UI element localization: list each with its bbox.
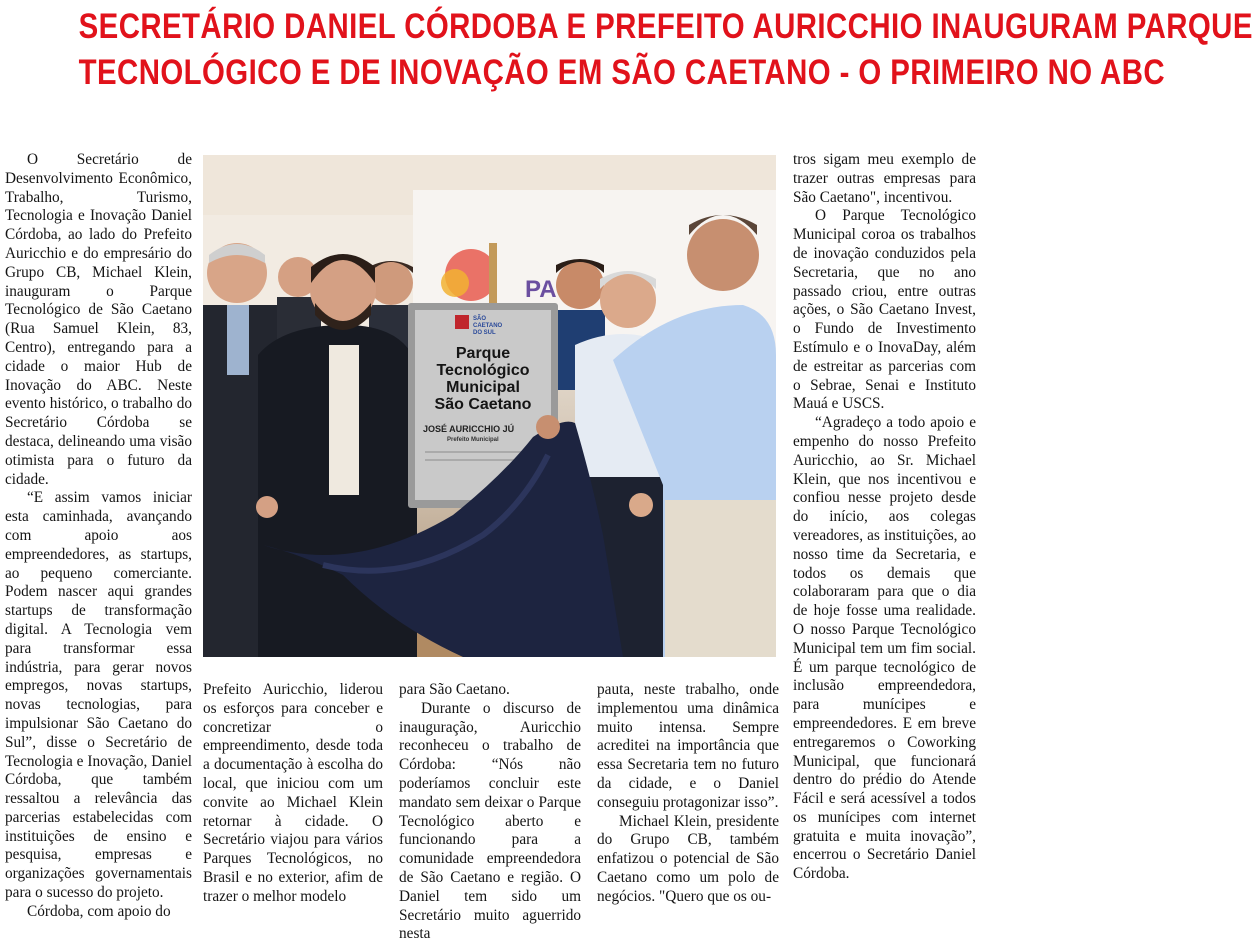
headline-line-2: TECNOLÓGICO E DE INOVAÇÃO EM SÃO CAETANO - O PRIMEIRO NO ABC [78, 53, 1165, 92]
plaque-title-line: Tecnológico [436, 362, 530, 379]
banner-logo-shape [441, 269, 469, 297]
hand [256, 496, 278, 518]
paragraph: para São Caetano. [399, 681, 510, 698]
paragraph: O Secretário de Desenvolvimento Econômico, Trabalho, Turismo, Tecnologia e Inovação Daniel Córdoba, ao lado do Prefeito Auricchio e do empresário do Grupo CB, Michael Klein, inauguram o Parque Tecnológico de São Caetano (Rua Samuel Klein, 83, Centro), entregando para a cidade o maior Hub de Inovação do ABC. Neste evento histórico, o trabalho do Secretário Córdoba se destaca, delineando uma visão otimista para o futuro da cidade. [5, 151, 192, 488]
city-crest-icon [455, 315, 469, 329]
hand [536, 415, 560, 439]
headline-line-1: SECRETÁRIO DANIEL CÓRDOBA E PREFEITO AURICCHIO INAUGURAM PARQUE [78, 7, 1253, 46]
paragraph: tros sigam meu exemplo de trazer outras empresas para São Caetano", incentivou. [793, 151, 976, 206]
banner-fragment: PA [525, 276, 557, 303]
paragraph: pauta, neste trabalho, onde implementou uma dinâmica muito intensa. Sempre acreditei na importância que essa Secretaria tem no futuro da cidade, e o Daniel conseguiu protagonizar isso”. [597, 681, 779, 811]
plaque-title-line: Municipal [446, 379, 520, 396]
plaque-title-line: São Caetano [434, 396, 532, 413]
article-column-5 [793, 151, 976, 919]
hand [629, 493, 653, 517]
plaque-logo-line: SÃO [473, 316, 487, 322]
plaque-name: JOSÉ AURICCHIO JÚ [423, 424, 515, 434]
paragraph: O Parque Tecnológico Municipal coroa os trabalhos de inovação conduzidos pela Secretaria, que no ano passado criou, entre outras ações, o São Caetano Invest, o Fundo de Investimento Estímulo e o InovaDay, além de estreitar as parcerias com o Sebrae, Senai e Instituto Mauá e USCS. [793, 207, 976, 413]
event-photo [203, 155, 776, 657]
plaque-role: Prefeito Municipal [447, 437, 499, 443]
paragraph: Michael Klein, presidente do Grupo CB, também enfatizou o potencial de São Caetano como um polo de negócios. "Quero que os ou- [597, 812, 779, 905]
paragraph: Prefeito Auricchio, liderou os esforços para conceber e concretizar o empreendimento, desde toda a documentação à escolha do local, que iniciou com um convite ao Michael Klein retornar à cidade. O Secretário viajou para vários Parques Tecnológicos, no Brasil e no exterior, afim de trazer o melhor modelo [203, 681, 383, 905]
plaque-title-line: Parque [455, 345, 511, 362]
paragraph: “Agradeço a todo apoio e empenho do nosso Prefeito Auricchio, ao Sr. Michael Klein, que nos incentivou e confiou nesse projeto desde do início, aos colegas vereadores, as instituições, ao nosso time da Secretaria, e todos os demais que colaboraram para que o dia de hoje fosse uma realidade. O nosso Parque Tecnológico Municipal tem um fim social. É um parque tecnológico de inclusão empreendedora, para munícipes e empreendedores. E em breve entregaremos o Coworking Municipal, que funcionará dentro do prédio do Atende Fácil e será acessível a todos os munícipes com internet gratuita e muita inovação”, encerrou o Secretário Daniel Córdoba. [793, 414, 976, 883]
article-column-2 [203, 681, 383, 919]
paragraph: “E assim vamos iniciar esta caminhada, avançando com apoio aos empreendedores, as startups, ao pequeno comerciante. Podem nascer aqui grandes startups de transformação digital. A Tecnologia vem para transformar essa indústria, para gerar novos empregos, novas startups, novas tecnologias, para impulsionar São Caetano do Sul”, disse o Secretário de Tecnologia e Inovação, Daniel Córdoba, que também ressaltou a relevância das parcerias estabelecidas com instituições de ensino e pesquisa, empresas e organizações governamentais para o sucesso do projeto. [5, 489, 192, 902]
article-column-1 [5, 151, 192, 919]
plaque-logo-line: DO SUL [473, 330, 496, 336]
plaque-logo-line: CAETANO [473, 323, 503, 329]
paragraph: Durante o discurso de inauguração, Auricchio reconheceu o trabalho de Córdoba: “Nós não poderíamos concluir este mandato sem deixar o Parque Tecnológico aberto e funcionando para a comunidade empreendedora de São Caetano e região. O Daniel tem sido um Secretário muito aguerrido nesta [399, 699, 581, 943]
paragraph: Córdoba, com apoio do [27, 902, 171, 920]
headline [78, 4, 1253, 96]
article-column-4 [597, 681, 779, 919]
photo-illustration [203, 155, 776, 657]
article-column-3 [399, 681, 581, 943]
